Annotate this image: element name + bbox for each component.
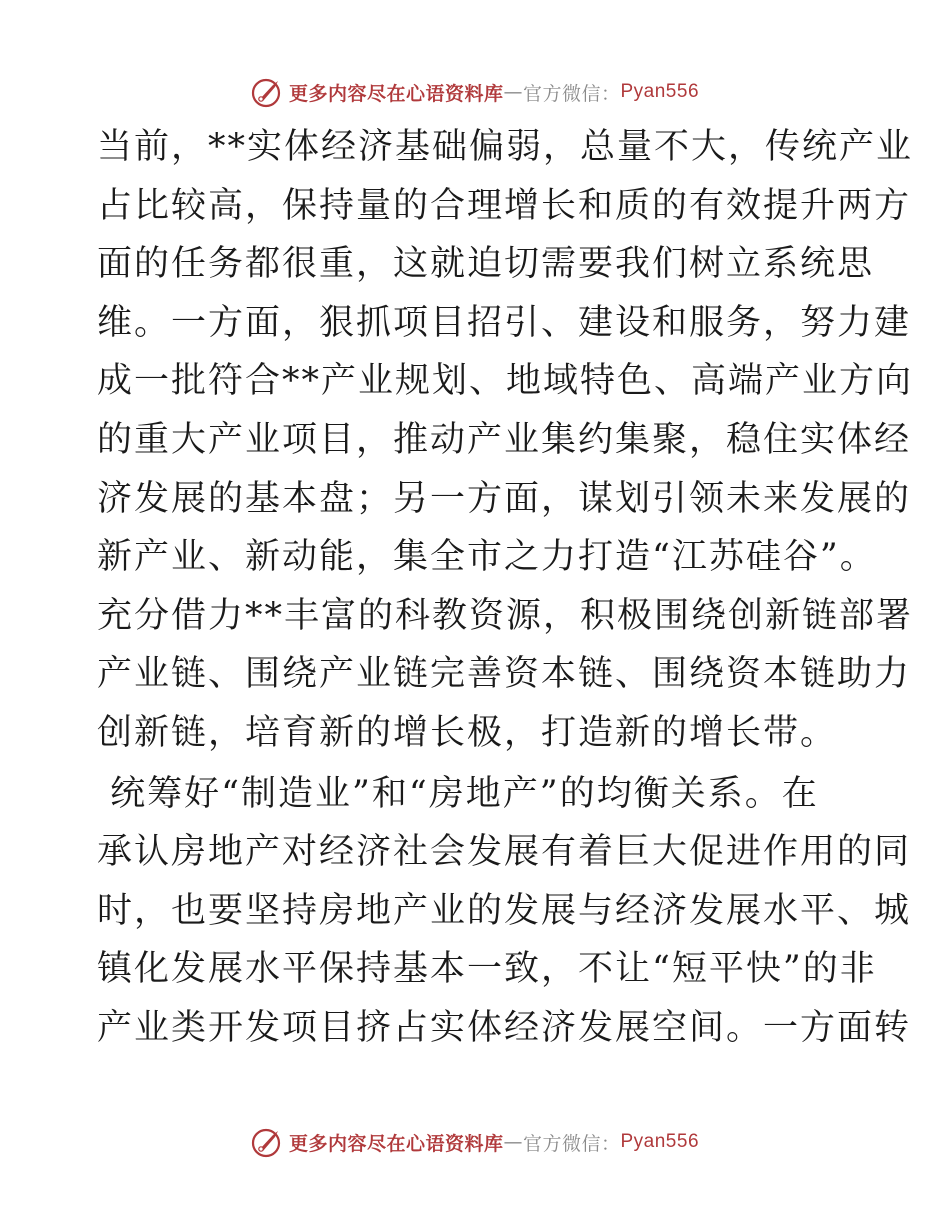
paragraph-line: 成一批符合**产业规划、地域特色、高端产业方向 — [97, 361, 914, 402]
paragraph-line: 产业类开发项目挤占实体经济发展空间。一方面转 — [97, 1007, 912, 1048]
paragraph-line: 充分借力**丰富的科教资源，积极围绕创新链部署 — [97, 595, 914, 636]
paragraph-line: 时，也要坚持房地产业的发展与经济发展水平、城 — [97, 890, 912, 931]
footer-wechat-id: Pyan556 — [620, 1131, 700, 1152]
paragraph-line: 镇化发展水平保持基本一致，不让“短平快”的非 — [97, 949, 877, 990]
paragraph-2 — [97, 765, 912, 1058]
paragraph-line: 面的任务都很重，这就迫切需要我们树立系统思 — [97, 244, 875, 285]
pen-nib-logo-icon — [251, 1125, 285, 1159]
header-wechat-id: Pyan556 — [620, 81, 700, 102]
header-dash: — — [503, 81, 523, 103]
paragraph-line: 济发展的基本盘；另一方面，谋划引领未来发展的 — [97, 478, 912, 519]
document-body — [97, 118, 914, 1058]
header-watermark-banner — [0, 72, 950, 112]
paragraph-line: 统筹好“制造业”和“房地产”的均衡关系。在 — [97, 773, 819, 814]
paragraph-1 — [97, 118, 914, 763]
paragraph-line: 维。一方面，狠抓项目招引、建设和服务，努力建 — [97, 302, 912, 343]
pen-nib-logo-icon — [251, 75, 285, 109]
header-wechat-label: 官方微信： — [522, 82, 621, 105]
paragraph-line: 创新链，培育新的增长极，打造新的增长带。 — [97, 712, 838, 753]
paragraph-line: 当前，**实体经济基础偏弱，总量不大，传统产业 — [97, 127, 914, 167]
header-brand-text: 更多内容尽在心语资料库 — [288, 82, 504, 105]
paragraph-line: 的重大产业项目，推动产业集约集聚，稳住实体经 — [97, 419, 912, 460]
paragraph-line: 占比较高，保持量的合理增长和质的有效提升两方 — [97, 185, 912, 226]
paragraph-line: 承认房地产对经济社会发展有着巨大促进作用的同 — [97, 832, 912, 873]
footer-wechat-label: 官方微信： — [522, 1132, 621, 1155]
paragraph-line: 新产业、新动能，集全市之力打造“江苏硅谷”。 — [97, 537, 877, 578]
footer-dash: — — [503, 1131, 523, 1153]
paragraph-line: 产业链、围绕产业链完善资本链、围绕资本链助力 — [97, 654, 912, 695]
footer-brand-text: 更多内容尽在心语资料库 — [288, 1132, 504, 1155]
footer-watermark-banner — [0, 1122, 950, 1162]
